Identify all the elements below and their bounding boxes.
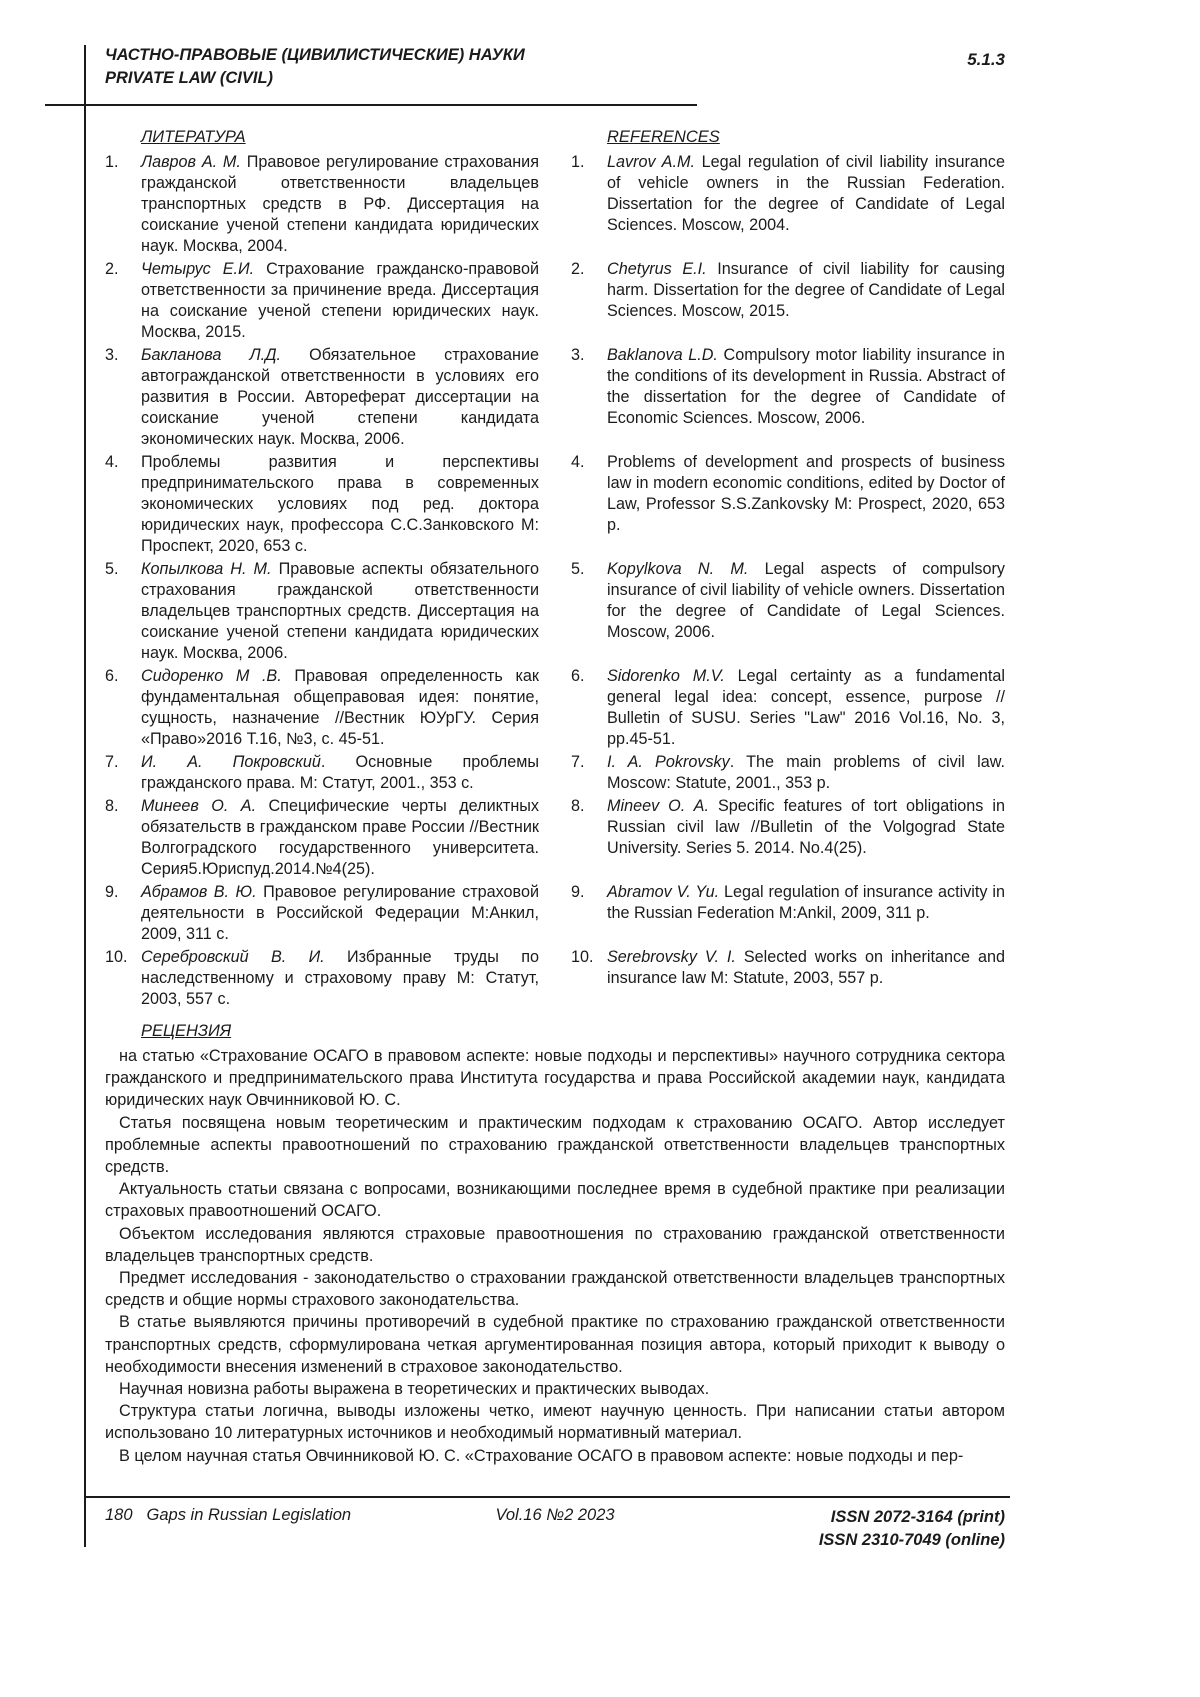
item-text: Specific features of tort obligations in Russian civil law //Bulletin of the Volgograd State University. Series 5. 2014. No.4(25). (607, 797, 1005, 857)
reference-item (571, 259, 1005, 343)
review-title: РЕЦЕНЗИЯ (141, 1022, 232, 1040)
reference-item (105, 752, 539, 794)
item-text: Problems of development and prospects of business law in modern economic conditions, edited by Doctor of Law, Professor S.S.Zankovsky M: Prospect, 2020, 653 p. (607, 453, 1005, 534)
bibliography-columns (105, 128, 1005, 1010)
references-title: REFERENCES (607, 128, 720, 146)
review-paragraph: В целом научная статья Овчинниковой Ю. С. «Страхование ОСАГО в правовом аспекте: новые подходы и пер- (119, 1446, 964, 1465)
item-author: Kopylkova N. M. (607, 560, 765, 578)
reference-item (571, 559, 1005, 664)
issn-block (615, 1506, 1005, 1552)
item-number: 5. (571, 560, 585, 578)
item-number: 4. (571, 453, 585, 471)
review-paragraph: Структура статьи логична, выводы изложены четко, имеют научную ценность. При написании статьи автором использовано 10 литературных источников и необходимый нормативный материал. (105, 1402, 1005, 1443)
left-margin-rule (84, 45, 86, 1547)
item-author: Четырус Е.И. (141, 260, 267, 278)
item-number: 8. (105, 797, 119, 815)
item-number: 6. (105, 667, 119, 685)
review-paragraph: на статью «Страхование ОСАГО в правовом аспекте: новые подходы и перспективы» научного сотрудника сектора гражданского и предпринимательского права Института государства и права Российской академии наук, кандидата юридических наук Овчинниковой Ю. С. (105, 1047, 1005, 1110)
item-author: Сидоренко М .В. (141, 667, 295, 685)
item-body (607, 882, 1005, 945)
item-text: Insurance of civil liability for causing harm. Dissertation for the degree of Candidate of Legal Sciences. Moscow, 2015. (607, 260, 1005, 320)
reference-item (105, 947, 539, 1010)
footer-left (105, 1506, 495, 1525)
section-title-en: PRIVATE LAW (CIVIL) (105, 69, 274, 87)
item-text: Legal regulation of civil liability insurance of vehicle owners in the Russian Federation. Dissertation for the degree of Candidate of Legal Sciences. Moscow, 2004. (607, 153, 1006, 234)
issn-online: ISSN 2310-7049 (online) (818, 1531, 1005, 1549)
literature-title: ЛИТЕРАТУРА (141, 128, 246, 146)
item-number: 7. (571, 753, 585, 771)
item-number: 2. (571, 260, 585, 278)
reference-item (105, 796, 539, 880)
reference-item (105, 259, 539, 343)
review-paragraph: Объектом исследования являются страховые правоотношения по страхованию гражданской ответственности владельцев транспортных средств. (105, 1224, 1005, 1265)
page-number: 180 (105, 1506, 133, 1524)
reference-item (105, 345, 539, 450)
journal-name: Gaps in Russian Legislation (146, 1506, 352, 1524)
item-author: Бакланова Л.Д. (141, 346, 310, 364)
section-code: 5.1.3 (967, 50, 1005, 69)
item-author: Минеев О. А. (141, 797, 269, 815)
item-number: 9. (105, 883, 119, 901)
page-footer (105, 1506, 1005, 1552)
reference-item (105, 559, 539, 664)
item-number: 3. (105, 346, 119, 364)
item-text: Legal certainty as a fundamental general legal idea: concept, essence, purpose // Bulletin of SUSU. Series "Law" 2016 Vol.16, No. 3, pp.45-51. (607, 667, 1005, 748)
review-paragraph: Предмет исследования - законодательство о страховании гражданской ответственности владельцев транспортных средств и общие нормы страхового законодательства. (105, 1269, 1005, 1310)
reference-item (571, 452, 1005, 557)
reference-item (571, 752, 1005, 794)
item-author: Лавров А. М. (141, 153, 247, 171)
item-body (607, 452, 1005, 557)
review-section (105, 1022, 1005, 1467)
item-number: 8. (571, 797, 585, 815)
item-text: Legal regulation of insurance activity in the Russian Federation M:Ankil, 2009, 311 p. (607, 883, 1006, 922)
item-body (141, 947, 539, 1010)
item-author: I. A. Pokrovsky (607, 753, 730, 771)
item-text: Compulsory motor liability insurance in the conditions of its development in Russia. Abstract of the dissertation for the degree of Candidate of Economic Sciences. Moscow, 2006. (607, 346, 1006, 427)
review-paragraph: Статья посвящена новым теоретическим и практическим подходам к страхованию ОСАГО. Автор исследует проблемные аспекты правоотношений по страхованию гражданской ответственности владельцев транспортных средств. (105, 1113, 1005, 1177)
item-text: Legal aspects of compulsory insurance of civil liability of vehicle owners. Dissertation for the degree of Candidate of Legal Sciences. Moscow, 2006. (607, 560, 1005, 641)
item-body (141, 796, 539, 880)
review-paragraph: В статье выявляются причины противоречий в судебной практике по страхованию гражданской ответственности транспортных средств, сформулирована четкая аргументированная позиция автора, который приходит к выводу о необходимости внесения изменений в страховое законодательство. (105, 1313, 1005, 1376)
item-author: И. А. Покровский (141, 753, 321, 771)
item-author: Abramov V. Yu. (607, 883, 724, 901)
issue-info: Vol.16 №2 2023 (495, 1506, 615, 1524)
review-paragraph: Актуальность статьи связана с вопросами, возникающими последнее время в судебной практике при реализации страховых правоотношений ОСАГО. (105, 1180, 1005, 1221)
reference-item (571, 796, 1005, 880)
item-text: Правовые аспекты обязательного страхования гражданской ответственности владельцев транспортных средств. Диссертация на соискание ученой степени кандидата юридических наук. Москва, 2006. (141, 560, 539, 662)
item-author: Копылкова Н. М. (141, 560, 279, 578)
section-title-ru: ЧАСТНО-ПРАВОВЫЕ (ЦИВИЛИСТИЧЕСКИЕ) НАУКИ (105, 46, 525, 64)
item-author: Chetyrus E.I. (607, 260, 718, 278)
item-author: Sidorenko M.V. (607, 667, 738, 685)
item-author: Lavrov A.M. (607, 153, 702, 171)
review-paragraphs (105, 1045, 1005, 1467)
reference-item (105, 452, 539, 557)
item-number: 1. (105, 153, 119, 171)
item-number: 5. (105, 560, 119, 578)
item-text: Правовое регулирование страхования гражданской ответственности владельцев транспортных средств в РФ. Диссертация на соискание ученой степени кандидата юридических наук. Москва, 2004. (141, 153, 539, 255)
item-text: Selected works on inheritance and insurance law M: Statute, 2003, 557 p. (607, 948, 1005, 987)
item-body (141, 152, 539, 257)
item-body (141, 882, 539, 945)
item-body (607, 559, 1005, 664)
item-number: 6. (571, 667, 585, 685)
item-body (141, 452, 539, 557)
item-text: Специфические черты деликтных обязательств в гражданском праве России //Вестник Волгоградского государственного университета. Серия5.Юриспуд.2014.№4(25). (141, 797, 539, 878)
item-body (141, 559, 539, 664)
item-number: 7. (105, 753, 119, 771)
item-author: Абрамов В. Ю. (141, 883, 264, 901)
item-text: Правовая определенность как фундаментальная общеправовая идея: понятие, сущность, назначение //Вестник ЮУрГУ. Серия «Право»2016 Т.16, №3, с. 45-51. (141, 667, 539, 748)
item-body (141, 345, 539, 450)
issn-print: ISSN 2072-3164 (print) (830, 1508, 1005, 1526)
item-body (607, 752, 1005, 794)
item-number: 9. (571, 883, 585, 901)
item-text: . The main problems of civil law. Moscow: Statute, 2001., 353 p. (607, 753, 1005, 792)
item-number: 4. (105, 453, 119, 471)
page-header (105, 44, 1005, 90)
item-author: Serebrovsky V. I. (607, 948, 744, 966)
reference-item (105, 882, 539, 945)
reference-item (571, 947, 1005, 1010)
item-number: 3. (571, 346, 585, 364)
item-author: Baklanova L.D. (607, 346, 724, 364)
item-body (141, 666, 539, 750)
item-body (607, 259, 1005, 343)
item-body (141, 752, 539, 794)
reference-item (105, 152, 539, 257)
item-number: 10. (105, 948, 128, 966)
item-body (607, 796, 1005, 880)
reference-item (571, 152, 1005, 257)
item-text: Страхование гражданско-правовой ответственности за причинение вреда. Диссертация на соискание ученой степени юридических наук. Москва, 2015. (141, 260, 539, 341)
item-body (607, 947, 1005, 1010)
header-rule (45, 104, 697, 106)
item-number: 10. (571, 948, 594, 966)
item-number: 2. (105, 260, 119, 278)
reference-item (105, 666, 539, 750)
footer-rule (85, 1496, 1010, 1498)
item-body (607, 152, 1005, 257)
item-body (607, 345, 1005, 450)
item-text: Избранные труды по наследственному и страховому праву М: Статут, 2003, 557 с. (141, 948, 539, 1008)
item-number: 1. (571, 153, 585, 171)
item-body (141, 259, 539, 343)
reference-item (571, 882, 1005, 945)
reference-item (571, 666, 1005, 750)
review-paragraph: Научная новизна работы выражена в теоретических и практических выводах. (119, 1380, 710, 1399)
item-body (607, 666, 1005, 750)
item-text: . Основные проблемы гражданского права. М: Статут, 2001., 353 с. (141, 753, 539, 792)
item-text: Обязательное страхование автогражданской ответственности в условиях его развития в России. Автореферат диссертации на соискание ученой степени кандидата экономических наук. Москва, 2006. (141, 346, 539, 448)
item-text: Правовое регулирование страховой деятельности в Российской Федерации М:Анкил, 2009, 311 с. (141, 883, 539, 943)
item-text: Проблемы развития и перспективы предпринимательского права в современных экономических условиях под ред. доктора юридических наук, профессора С.С.Занковского М: Проспект, 2020, 653 с. (141, 453, 539, 555)
reference-item (571, 345, 1005, 450)
item-author: Серебровский В. И. (141, 948, 348, 966)
item-author: Mineev O. A. (607, 797, 718, 815)
